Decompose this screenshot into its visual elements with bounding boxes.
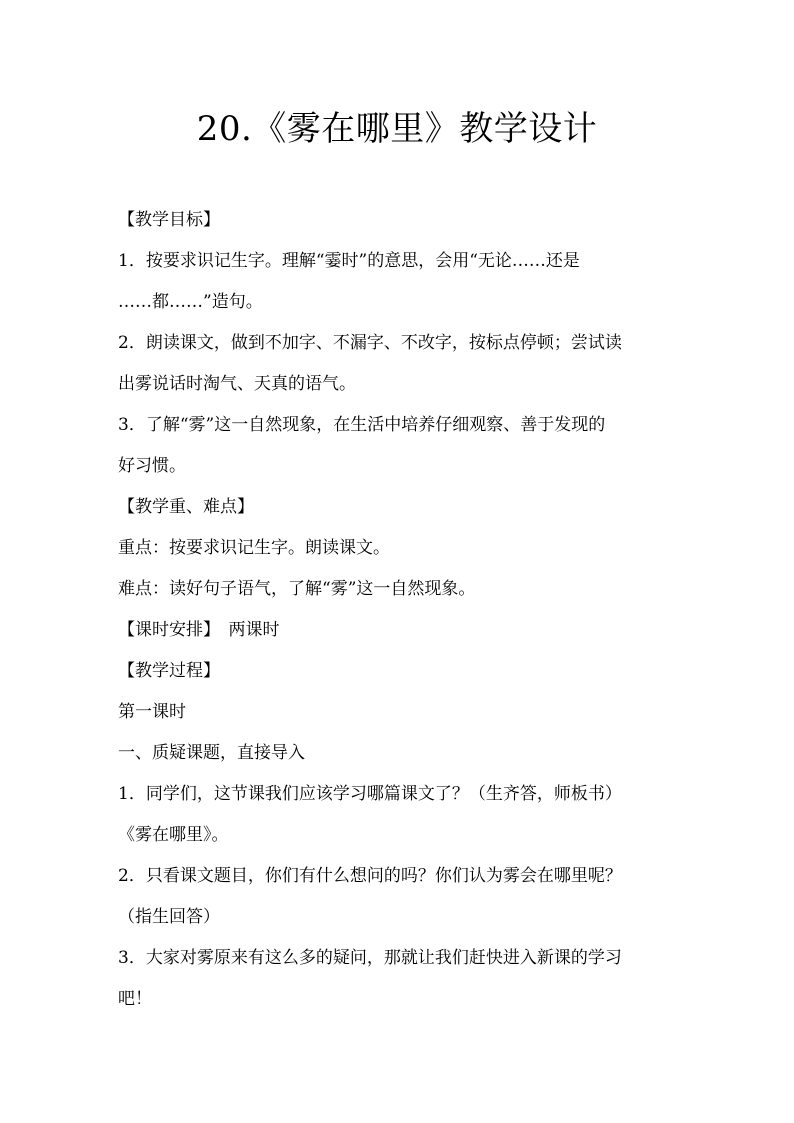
paragraph-line: 难点：读好句子语气，了解“雾”这一自然现象。 (118, 579, 476, 599)
paragraph-line: 重点：按要求识记生字。朗读课文。 (118, 538, 390, 558)
paragraph-line: 好习惯。 (118, 456, 186, 476)
paragraph-line: 《雾在哪里》。 (118, 825, 229, 845)
paragraph-line: 3．大家对雾原来有这么多的疑问，那就让我们赶快进入新课的学习 (118, 948, 622, 968)
subsection-heading-first-lesson: 第一课时 (118, 702, 186, 722)
paragraph-line: （指生回答） (118, 907, 220, 927)
document-body (118, 200, 678, 1020)
document-title: 20.《雾在哪里》教学设计 (196, 109, 598, 149)
paragraph-line: ……都……”造句。 (118, 292, 263, 312)
section-heading-schedule: 【课时安排】 两课时 (118, 620, 280, 640)
paragraph-line: 吧！ (118, 989, 152, 1009)
section-heading-teaching-goals: 【教学目标】 (118, 210, 220, 230)
paragraph-line: 1．按要求识记生字。理解“霎时”的意思，会用“无论……还是 (118, 251, 580, 271)
section-heading-process: 【教学过程】 (118, 661, 220, 681)
section-heading-key-points: 【教学重、难点】 (118, 497, 254, 517)
paragraph-line: 2．只看课文题目，你们有什么想问的吗？你们认为雾会在哪里呢？ (118, 866, 622, 886)
paragraph-line: 一、质疑课题，直接导入 (118, 743, 305, 763)
paragraph-line: 2．朗读课文，做到不加字、不漏字、不改字，按标点停顿；尝试读 (118, 333, 622, 353)
paragraph-line: 3．了解“雾”这一自然现象，在生活中培养仔细观察、善于发现的 (118, 415, 606, 435)
paragraph-line: 出雾说话时淘气、天真的语气。 (118, 374, 356, 394)
paragraph-line: 1．同学们，这节课我们应该学习哪篇课文了？（生齐答，师板书） (118, 784, 622, 804)
